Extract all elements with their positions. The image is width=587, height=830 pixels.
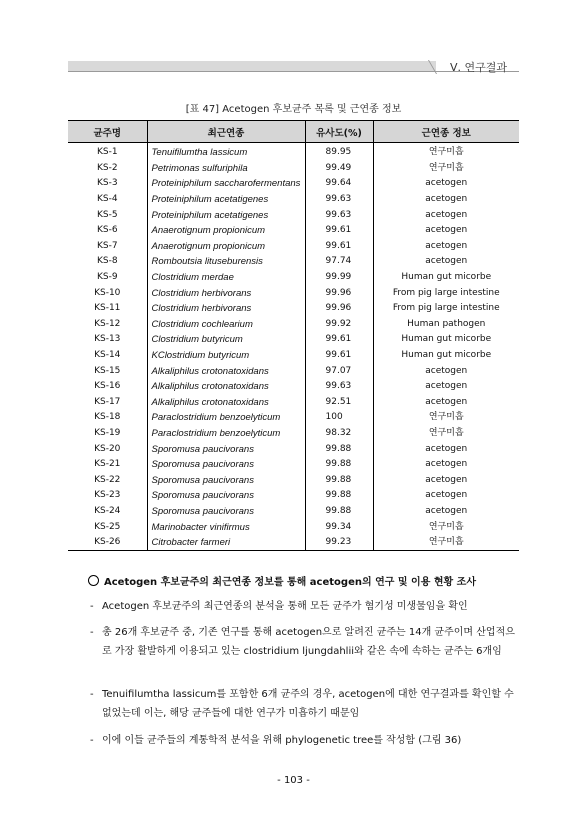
- strain-id-cell: KS-10: [94, 287, 121, 298]
- table-row: [68, 176, 519, 192]
- similarity-cell: 99.88: [305, 488, 373, 504]
- species-info-cell: acetogen: [373, 441, 519, 457]
- table-row: [68, 317, 519, 333]
- column-header-closest-species: 최근연종: [147, 121, 305, 143]
- table-row: [68, 363, 519, 379]
- species-info-cell: Human gut micorbe: [373, 332, 519, 348]
- table-row: [68, 535, 519, 551]
- closest-species-cell: Clostridium butyricum: [147, 332, 305, 348]
- table-row: [68, 472, 519, 488]
- similarity-cell: 99.96: [305, 285, 373, 301]
- species-info-cell: 연구미흡: [373, 535, 519, 551]
- strain-id-cell: KS-2: [96, 162, 118, 173]
- similarity-cell: 99.34: [305, 519, 373, 535]
- species-info-cell: acetogen: [373, 395, 519, 411]
- dash-marker: -: [90, 689, 94, 700]
- table-row: [68, 410, 519, 426]
- table-row: [68, 441, 519, 457]
- closest-species-cell: KClostridium butyricum: [147, 348, 305, 364]
- table-row: [68, 348, 519, 364]
- closest-species-cell: Clostridium herbivorans: [147, 285, 305, 301]
- strain-id-cell: KS-13: [94, 334, 121, 345]
- table-row: [68, 504, 519, 520]
- column-header-similarity: 유사도(%): [305, 121, 373, 143]
- species-info-cell: acetogen: [373, 363, 519, 379]
- similarity-cell: 89.95: [305, 143, 373, 161]
- similarity-cell: 99.63: [305, 207, 373, 223]
- closest-species-cell: Petrimonas sulfuriphila: [147, 161, 305, 177]
- header-bar: [68, 61, 436, 71]
- species-info-cell: 연구미흡: [373, 410, 519, 426]
- strain-id-cell: KS-14: [94, 350, 121, 361]
- strain-id-cell: KS-22: [94, 474, 121, 485]
- similarity-cell: 99.61: [305, 348, 373, 364]
- species-info-cell: 연구미흡: [373, 161, 519, 177]
- species-info-cell: acetogen: [373, 254, 519, 270]
- similarity-cell: 99.88: [305, 504, 373, 520]
- strain-id-cell: KS-15: [94, 365, 121, 376]
- species-info-cell: Human gut micorbe: [373, 270, 519, 286]
- table-row: [68, 161, 519, 177]
- column-header-strain: 균주명: [68, 121, 147, 143]
- table-row: [68, 488, 519, 504]
- species-info-cell: acetogen: [373, 457, 519, 473]
- species-info-cell: acetogen: [373, 239, 519, 255]
- strain-id-cell: KS-3: [96, 178, 118, 189]
- table-header-row: [68, 121, 519, 143]
- strain-id-cell: KS-1: [96, 147, 118, 158]
- column-header-species-info: 근연종 정보: [373, 121, 519, 143]
- strain-id-cell: KS-16: [94, 381, 121, 392]
- strain-id-cell: KS-4: [96, 194, 118, 205]
- table-row: [68, 426, 519, 442]
- closest-species-cell: Proteiniphilum acetatigenes: [147, 192, 305, 208]
- table-row: [68, 207, 519, 223]
- similarity-cell: 99.96: [305, 301, 373, 317]
- closest-species-cell: Proteiniphilum saccharofermentans: [147, 176, 305, 192]
- closest-species-cell: Paraclostridium benzoelyticum: [147, 410, 305, 426]
- closest-species-cell: Alkaliphilus crotonatoxidans: [147, 363, 305, 379]
- strain-id-cell: KS-18: [94, 412, 121, 423]
- table-row: [68, 239, 519, 255]
- closest-species-cell: Sporomusa paucivorans: [147, 504, 305, 520]
- strain-id-cell: KS-7: [96, 240, 118, 251]
- table-row: [68, 457, 519, 473]
- table-caption: [표 47] Acetogen 후보균주 목록 및 근연종 정보: [185, 104, 402, 115]
- bullet-text: 총 26개 후보균주 중, 기존 연구를 통해 acetogen으로 알려진 균주는 14개 균주이며 산업적으로 가장 활발하게 이용되고 있는 clostridium ljungdahlii와 같은 속에 속하는 균주는 6개임: [102, 627, 515, 657]
- species-info-cell: acetogen: [373, 207, 519, 223]
- species-info-cell: acetogen: [373, 488, 519, 504]
- dash-marker: -: [90, 627, 94, 638]
- species-info-cell: Human pathogen: [373, 317, 519, 333]
- page-number: - 103 -: [277, 775, 310, 786]
- closest-species-cell: Anaerotignum propionicum: [147, 239, 305, 255]
- bullet-item: [90, 731, 522, 750]
- species-info-cell: From pig large intestine: [373, 285, 519, 301]
- species-info-cell: acetogen: [373, 504, 519, 520]
- similarity-cell: 99.49: [305, 161, 373, 177]
- similarity-cell: 99.61: [305, 332, 373, 348]
- closest-species-cell: Sporomusa paucivorans: [147, 441, 305, 457]
- bullet-item: [90, 685, 522, 723]
- bullet-text: 이에 이들 균주들의 계통학적 분석을 위해 phylogenetic tree를 작성함 (그림 36): [102, 735, 462, 746]
- section-heading-text: Acetogen 후보균주의 최근연종 정보를 통해 acetogen의 연구 및 이용 현황 조사: [104, 577, 476, 588]
- species-info-cell: acetogen: [373, 472, 519, 488]
- table-row: [68, 143, 519, 161]
- closest-species-cell: Alkaliphilus crotonatoxidans: [147, 395, 305, 411]
- bullet-item: [90, 597, 522, 616]
- species-info-cell: acetogen: [373, 223, 519, 239]
- closest-species-cell: Proteiniphilum acetatigenes: [147, 207, 305, 223]
- strain-id-cell: KS-11: [94, 303, 121, 314]
- closest-species-cell: Sporomusa paucivorans: [147, 488, 305, 504]
- dash-marker: -: [90, 601, 94, 612]
- strain-id-cell: KS-8: [96, 256, 118, 267]
- closest-species-cell: Clostridium herbivorans: [147, 301, 305, 317]
- closest-species-cell: Clostridium cochlearium: [147, 317, 305, 333]
- species-info-cell: 연구미흡: [373, 519, 519, 535]
- strain-id-cell: KS-21: [94, 459, 121, 470]
- table-row: [68, 301, 519, 317]
- similarity-cell: 99.88: [305, 472, 373, 488]
- species-info-cell: acetogen: [373, 379, 519, 395]
- closest-species-cell: Sporomusa paucivorans: [147, 457, 305, 473]
- closest-species-cell: Clostridium merdae: [147, 270, 305, 286]
- similarity-cell: 99.23: [305, 535, 373, 551]
- strain-id-cell: KS-5: [96, 209, 118, 220]
- table-row: [68, 223, 519, 239]
- closest-species-cell: Marinobacter vinifirmus: [147, 519, 305, 535]
- dash-marker: -: [90, 735, 94, 746]
- strain-id-cell: KS-9: [96, 272, 118, 283]
- species-info-cell: 연구미흡: [373, 426, 519, 442]
- species-info-cell: Human gut micorbe: [373, 348, 519, 364]
- similarity-cell: 99.63: [305, 379, 373, 395]
- table-row: [68, 270, 519, 286]
- closest-species-cell: Romboutsia lituseburensis: [147, 254, 305, 270]
- table-row: [68, 332, 519, 348]
- strain-id-cell: KS-6: [96, 225, 118, 236]
- similarity-cell: 99.88: [305, 457, 373, 473]
- similarity-cell: 99.64: [305, 176, 373, 192]
- species-info-cell: acetogen: [373, 192, 519, 208]
- closest-species-cell: Alkaliphilus crotonatoxidans: [147, 379, 305, 395]
- similarity-cell: 99.61: [305, 239, 373, 255]
- strain-id-cell: KS-20: [94, 443, 121, 454]
- similarity-cell: 100: [305, 410, 373, 426]
- section-title: Ⅴ. 연구결과: [450, 61, 508, 74]
- closest-species-cell: Anaerotignum propionicum: [147, 223, 305, 239]
- strain-id-cell: KS-24: [94, 505, 121, 516]
- similarity-cell: 99.99: [305, 270, 373, 286]
- similarity-cell: 99.61: [305, 223, 373, 239]
- circle-bullet-icon: [88, 575, 99, 586]
- table-row: [68, 285, 519, 301]
- similarity-cell: 97.74: [305, 254, 373, 270]
- strain-id-cell: KS-25: [94, 521, 121, 532]
- table-row: [68, 395, 519, 411]
- closest-species-cell: Citrobacter farmeri: [147, 535, 305, 551]
- strain-id-cell: KS-26: [68, 535, 147, 551]
- similarity-cell: 99.88: [305, 441, 373, 457]
- bullet-item: [90, 623, 522, 661]
- similarity-cell: 99.63: [305, 192, 373, 208]
- section-heading: [88, 573, 476, 588]
- bullet-text: Acetogen 후보균주의 최근연종의 분석을 통해 모든 균주가 혐기성 미생물임을 확인: [102, 601, 468, 612]
- table-row: [68, 192, 519, 208]
- species-info-cell: acetogen: [373, 176, 519, 192]
- closest-species-cell: Tenuifilumtha lassicum: [147, 143, 305, 161]
- similarity-cell: 98.32: [305, 426, 373, 442]
- bullet-text: Tenuifilumtha lassicum를 포함한 6개 균주의 경우, acetogen에 대한 연구결과를 확인할 수 없었는데 이는, 해당 균주들에 대한 연구가 미흡하기 때문임: [102, 689, 514, 719]
- strain-table: [68, 120, 519, 551]
- similarity-cell: 97.07: [305, 363, 373, 379]
- table-row: [68, 379, 519, 395]
- species-info-cell: 연구미흡: [373, 143, 519, 161]
- table-row: [68, 519, 519, 535]
- similarity-cell: 92.51: [305, 395, 373, 411]
- table-row: [68, 254, 519, 270]
- strain-id-cell: KS-12: [94, 318, 121, 329]
- strain-id-cell: KS-17: [94, 396, 121, 407]
- closest-species-cell: Sporomusa paucivorans: [147, 472, 305, 488]
- species-info-cell: From pig large intestine: [373, 301, 519, 317]
- similarity-cell: 99.92: [305, 317, 373, 333]
- strain-id-cell: KS-23: [94, 490, 121, 501]
- strain-id-cell: KS-19: [94, 427, 121, 438]
- closest-species-cell: Paraclostridium benzoelyticum: [147, 426, 305, 442]
